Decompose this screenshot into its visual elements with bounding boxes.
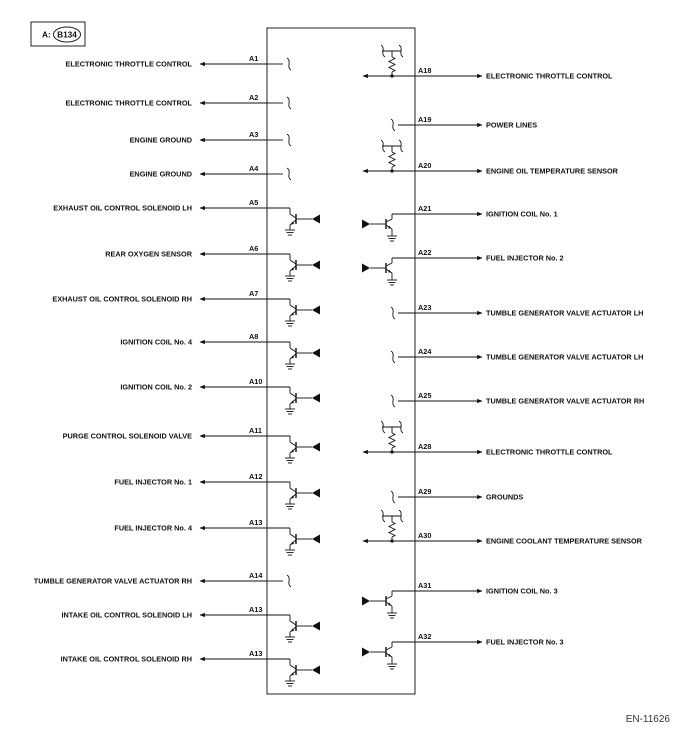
pin-number-label: A5	[249, 198, 259, 207]
pin-signal-label: FUEL INJECTOR No. 3	[486, 637, 564, 647]
transistor-symbol	[267, 528, 320, 555]
pin-number-label: A14	[249, 571, 263, 580]
connector-prefix: A:	[42, 29, 51, 40]
pin-signal-label: PURGE CONTROL SOLENOID VALVE	[62, 431, 192, 441]
pin-number-label: A23	[418, 303, 432, 312]
left-pin-row	[105, 244, 320, 281]
ground-icon	[387, 613, 397, 618]
left-pin-row	[120, 377, 320, 414]
input-arrow-icon	[362, 220, 370, 229]
pin-number-label: A22	[418, 248, 432, 257]
pin-number-label: A28	[418, 442, 432, 451]
pull-up-resistor-symbol	[381, 421, 403, 454]
input-arrow-icon	[312, 535, 320, 544]
pin-number-label: A7	[249, 289, 259, 298]
pin-signal-label: IGNITION COIL No. 3	[486, 586, 558, 596]
right-pin-row	[363, 510, 643, 546]
wire-break-icon	[287, 97, 291, 109]
right-pin-row	[362, 632, 564, 669]
pin-number-label: A24	[418, 347, 432, 356]
wire-break-icon	[287, 575, 291, 587]
right-pin-group	[362, 45, 644, 669]
pull-up-resistor-symbol	[381, 140, 403, 173]
figure-id: EN-11626	[625, 714, 670, 725]
input-arrow-icon	[312, 622, 320, 631]
pin-signal-label: IGNITION COIL No. 2	[120, 382, 192, 392]
pin-number-label: A31	[418, 581, 432, 590]
pin-number-label: A2	[249, 93, 259, 102]
right-pin-row	[363, 421, 613, 457]
right-pin-row	[391, 347, 643, 363]
ground-icon	[285, 681, 295, 686]
pin-signal-label: ENGINE COOLANT TEMPERATURE SENSOR	[486, 536, 642, 546]
right-pin-row	[391, 303, 643, 319]
wire-break-icon	[391, 491, 395, 503]
left-pin-row	[34, 571, 291, 587]
transistor-symbol	[267, 659, 320, 686]
pin-signal-label: ELECTRONIC THROTTLE CONTROL	[486, 447, 613, 457]
ground-icon	[285, 458, 295, 463]
pin-number-label: A13	[249, 518, 263, 527]
transistor-symbol	[267, 299, 320, 326]
ground-icon	[387, 280, 397, 285]
pin-number-label: A4	[249, 164, 259, 173]
pin-number-label: A21	[418, 204, 432, 213]
input-arrow-icon	[312, 215, 320, 224]
ground-icon	[285, 321, 295, 326]
right-pin-row	[363, 140, 619, 176]
input-arrow-icon	[312, 489, 320, 498]
pin-signal-label: TUMBLE GENERATOR VALVE ACTUATOR LH	[486, 308, 644, 318]
pin-number-label: A29	[418, 487, 432, 496]
wire-break-icon	[391, 307, 395, 319]
ground-icon	[387, 664, 397, 669]
wire-break-icon	[391, 351, 395, 363]
wire-break-icon	[287, 134, 291, 146]
ground-icon	[387, 236, 397, 241]
pin-signal-label: FUEL INJECTOR No. 4	[114, 523, 192, 533]
pin-number-label: A13	[249, 649, 263, 658]
pin-number-label: A18	[418, 66, 432, 75]
left-pin-row	[61, 605, 320, 642]
left-pin-row	[52, 289, 320, 326]
wire-break-icon	[391, 395, 395, 407]
transistor-symbol	[267, 342, 320, 369]
transistor-symbol	[267, 208, 320, 235]
input-arrow-icon	[312, 349, 320, 358]
left-pin-group	[34, 54, 320, 686]
pull-up-resistor-symbol	[381, 45, 403, 78]
pin-number-label: A6	[249, 244, 259, 253]
pin-signal-label: ENGINE GROUND	[129, 169, 192, 179]
pin-signal-label: POWER LINES	[486, 120, 538, 130]
ground-icon	[285, 276, 295, 281]
right-pin-row	[363, 45, 613, 81]
right-pin-row	[391, 487, 523, 503]
pin-number-label: A25	[418, 391, 432, 400]
transistor-symbol	[362, 642, 415, 669]
pin-number-label: A32	[418, 632, 432, 641]
pin-signal-label: ELECTRONIC THROTTLE CONTROL	[486, 71, 613, 81]
transistor-symbol	[267, 436, 320, 463]
pin-number-label: A10	[249, 377, 263, 386]
pin-number-label: A19	[418, 115, 432, 124]
pin-signal-label: GROUNDS	[486, 492, 524, 502]
wire-break-icon	[287, 58, 291, 70]
right-pin-row	[391, 391, 644, 407]
right-pin-row	[362, 248, 564, 285]
wire-break-icon	[287, 168, 291, 180]
ground-icon	[285, 637, 295, 642]
left-pin-row	[61, 649, 320, 686]
transistor-symbol	[362, 258, 415, 285]
connector-tag	[31, 22, 85, 46]
pin-signal-label: EXHAUST OIL CONTROL SOLENOID RH	[52, 294, 192, 304]
pin-number-label: A1	[249, 54, 259, 63]
pin-signal-label: FUEL INJECTOR No. 1	[114, 477, 192, 487]
right-pin-row	[391, 115, 537, 131]
pin-number-label: A13	[249, 605, 263, 614]
transistor-symbol	[362, 214, 415, 241]
pin-signal-label: IGNITION COIL No. 1	[486, 209, 558, 219]
transistor-symbol	[267, 387, 320, 414]
transistor-symbol	[267, 482, 320, 509]
pin-signal-label: TUMBLE GENERATOR VALVE ACTUATOR RH	[33, 576, 192, 586]
pin-signal-label: TUMBLE GENERATOR VALVE ACTUATOR LH	[486, 352, 644, 362]
left-pin-row	[120, 332, 320, 369]
pin-signal-label: INTAKE OIL CONTROL SOLENOID RH	[60, 654, 192, 664]
wire-break-icon	[391, 119, 395, 131]
transistor-symbol	[362, 591, 415, 618]
left-pin-row	[53, 198, 320, 235]
transistor-symbol	[267, 254, 320, 281]
left-pin-row	[114, 518, 320, 555]
pin-number-label: A11	[249, 426, 262, 435]
input-arrow-icon	[362, 597, 370, 606]
pin-number-label: A3	[249, 130, 259, 139]
right-pin-row	[362, 204, 558, 241]
pin-number-label: A30	[418, 531, 432, 540]
left-pin-row	[114, 472, 320, 509]
pin-signal-label: INTAKE OIL CONTROL SOLENOID LH	[61, 610, 192, 620]
pin-number-label: A20	[418, 161, 432, 170]
pin-signal-label: TUMBLE GENERATOR VALVE ACTUATOR RH	[486, 396, 645, 406]
pin-signal-label: IGNITION COIL No. 4	[120, 337, 192, 347]
pin-signal-label: FUEL INJECTOR No. 2	[486, 253, 564, 263]
pull-up-resistor-symbol	[381, 510, 403, 543]
transistor-symbol	[267, 615, 320, 642]
ground-icon	[285, 550, 295, 555]
input-arrow-icon	[312, 666, 320, 675]
input-arrow-icon	[312, 443, 320, 452]
pin-number-label: A8	[249, 332, 259, 341]
pin-signal-label: ENGINE OIL TEMPERATURE SENSOR	[486, 166, 618, 176]
pin-signal-label: ELECTRONIC THROTTLE CONTROL	[65, 59, 192, 69]
pin-signal-label: REAR OXYGEN SENSOR	[105, 249, 192, 259]
input-arrow-icon	[312, 394, 320, 403]
input-arrow-icon	[312, 261, 320, 270]
pin-number-label: A12	[249, 472, 263, 481]
left-pin-row	[66, 93, 291, 109]
ground-icon	[285, 504, 295, 509]
connector-code: B134	[57, 29, 77, 40]
left-pin-row	[66, 54, 291, 70]
input-arrow-icon	[362, 264, 370, 273]
input-arrow-icon	[362, 648, 370, 657]
pin-signal-label: EXHAUST OIL CONTROL SOLENOID LH	[53, 203, 192, 213]
left-pin-row	[63, 426, 320, 463]
ground-icon	[285, 364, 295, 369]
right-pin-row	[362, 581, 558, 618]
input-arrow-icon	[312, 306, 320, 315]
ground-icon	[285, 409, 295, 414]
pin-signal-label: ENGINE GROUND	[129, 135, 192, 145]
ground-icon	[285, 230, 295, 235]
pin-signal-label: ELECTRONIC THROTTLE CONTROL	[65, 98, 192, 108]
